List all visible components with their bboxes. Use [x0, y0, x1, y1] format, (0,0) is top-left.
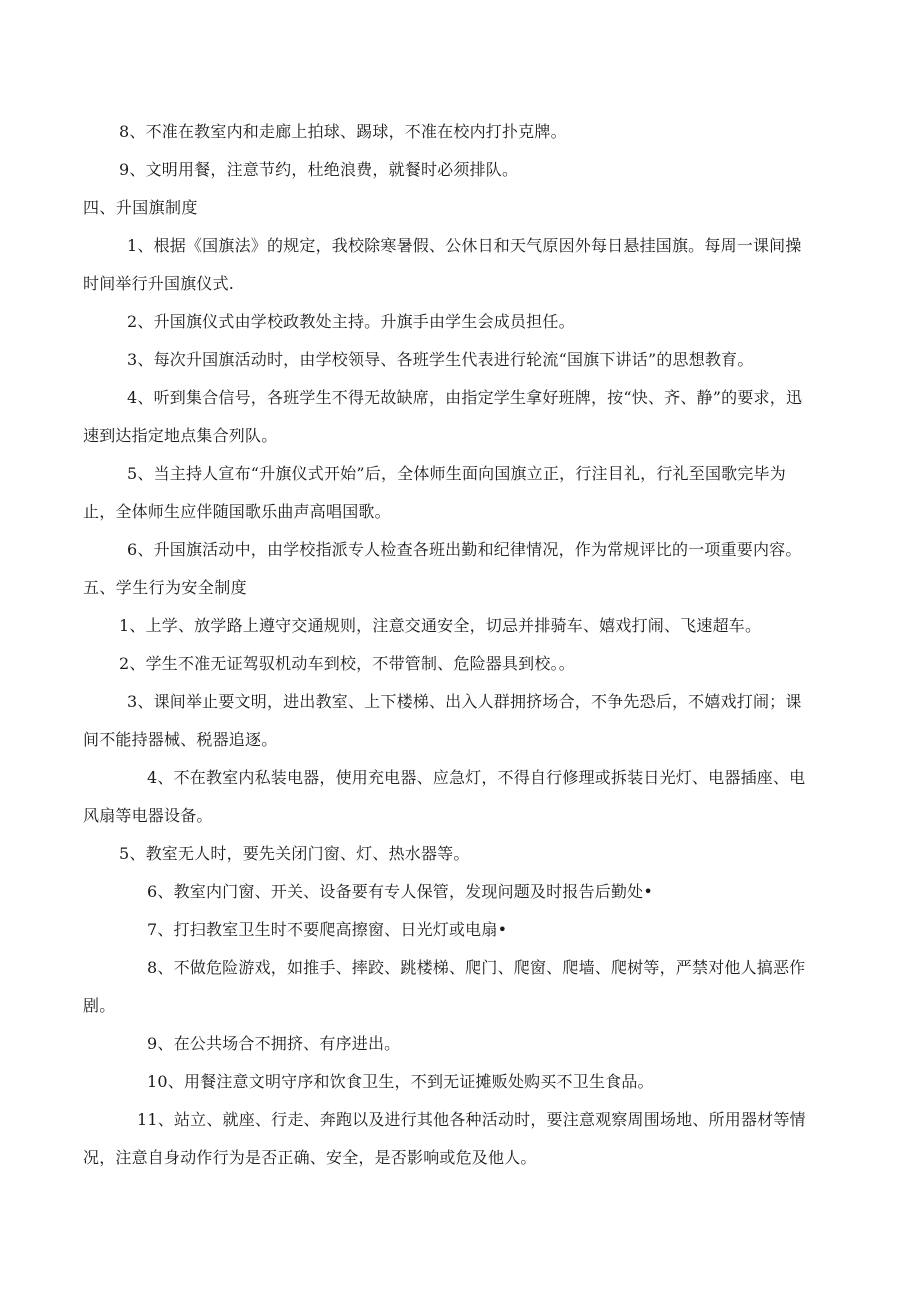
rule-item-4-1-line2: 时间举行升国旗仪式.	[83, 274, 235, 293]
rule-item-5-9: 9、在公共场合不拥挤、有序进出。	[147, 1034, 401, 1053]
rule-item-3-8: 8、不准在教室内和走廊上拍球、踢球，不准在校内打扑克牌。	[119, 122, 567, 141]
rule-item-5-4-line2: 风扇等电器设备。	[83, 806, 213, 825]
rule-item-5-6: 6、教室内门窗、开关、设备要有专人保管，发现问题及时报告后勤处•	[147, 882, 654, 901]
rule-item-4-2: 2、升国旗仪式由学校政教处主持。升旗手由学生会成员担任。	[127, 312, 575, 331]
rule-item-5-7: 7、打扫教室卫生时不要爬高擦窗、日光灯或电扇•	[147, 920, 508, 939]
rule-item-5-2: 2、学生不准无证驾驭机动车到校，不带管制、危险器具到校。。	[119, 654, 575, 673]
rule-item-5-1: 1、上学、放学路上遵守交通规则，注意交通安全，切忌并排骑车、嬉戏打闹、飞速超车。	[119, 616, 762, 635]
rule-item-5-11-line1: 11、站立、就座、行走、奔跑以及进行其他各种活动时，要注意观察周围场地、所用器材等情	[137, 1110, 806, 1129]
rule-item-5-3-line2: 间不能持器械、税器追逐。	[83, 730, 278, 749]
rule-item-4-4-line2: 速到达指定地点集合列队。	[83, 426, 278, 445]
rule-item-4-5-line2: 止，全体师生应伴随国歌乐曲声高唱国歌。	[83, 502, 391, 521]
rule-item-5-3-line1: 3、课间举止要文明，进出教室、上下楼梯、出入人群拥挤场合，不争先恐后，不嬉戏打闹；课	[127, 692, 802, 711]
rule-item-5-11-line2: 况，注意自身动作行为是否正确、安全，是否影响或危及他人。	[83, 1148, 537, 1167]
rule-item-4-5-line1: 5、当主持人宣布“升旗仪式开始”后，全体师生面向国旗立正，行注目礼，行礼至国歌完毕为	[127, 464, 786, 483]
section-heading-student-safety: 五、学生行为安全制度	[83, 578, 248, 597]
section-heading-flag-raising: 四、升国旗制度	[83, 198, 198, 217]
rule-item-5-8-line2: 剧。	[83, 996, 116, 1015]
rule-item-4-4-line1: 4、听到集合信号，各班学生不得无故缺席，由指定学生拿好班牌，按“快、齐、静”的要求，迅	[127, 388, 803, 407]
rule-item-5-4-line1: 4、不在教室内私装电器，使用充电器、应急灯，不得自行修理或拆装日光灯、电器插座、电	[147, 768, 806, 787]
rule-item-4-6: 6、升国旗活动中，由学校指派专人检查各班出勤和纪律情况，作为常规评比的一项重要内容。	[127, 540, 802, 559]
rule-item-5-10: 10、用餐注意文明守序和饮食卫生，不到无证摊贩处购买不卫生食品。	[147, 1072, 654, 1091]
rule-item-4-3: 3、每次升国旗活动时，由学校领导、各班学生代表进行轮流“国旗下讲话”的思想教育。	[127, 350, 754, 369]
rule-item-5-5: 5、教室无人时，要先关闭门窗、灯、热水器等。	[119, 844, 470, 863]
rule-item-3-9: 9、文明用餐，注意节约，杜绝浪费，就餐时必须排队。	[119, 160, 519, 179]
rule-item-5-8-line1: 8、不做危险游戏，如推手、摔跤、跳楼梯、爬门、爬窗、爬墙、爬树等，严禁对他人搞恶作	[147, 958, 806, 977]
rule-item-4-1-line1: 1、根据《国旗法》的规定，我校除寒暑假、公休日和天气原因外每日悬挂国旗。每周一课间操	[127, 236, 802, 255]
